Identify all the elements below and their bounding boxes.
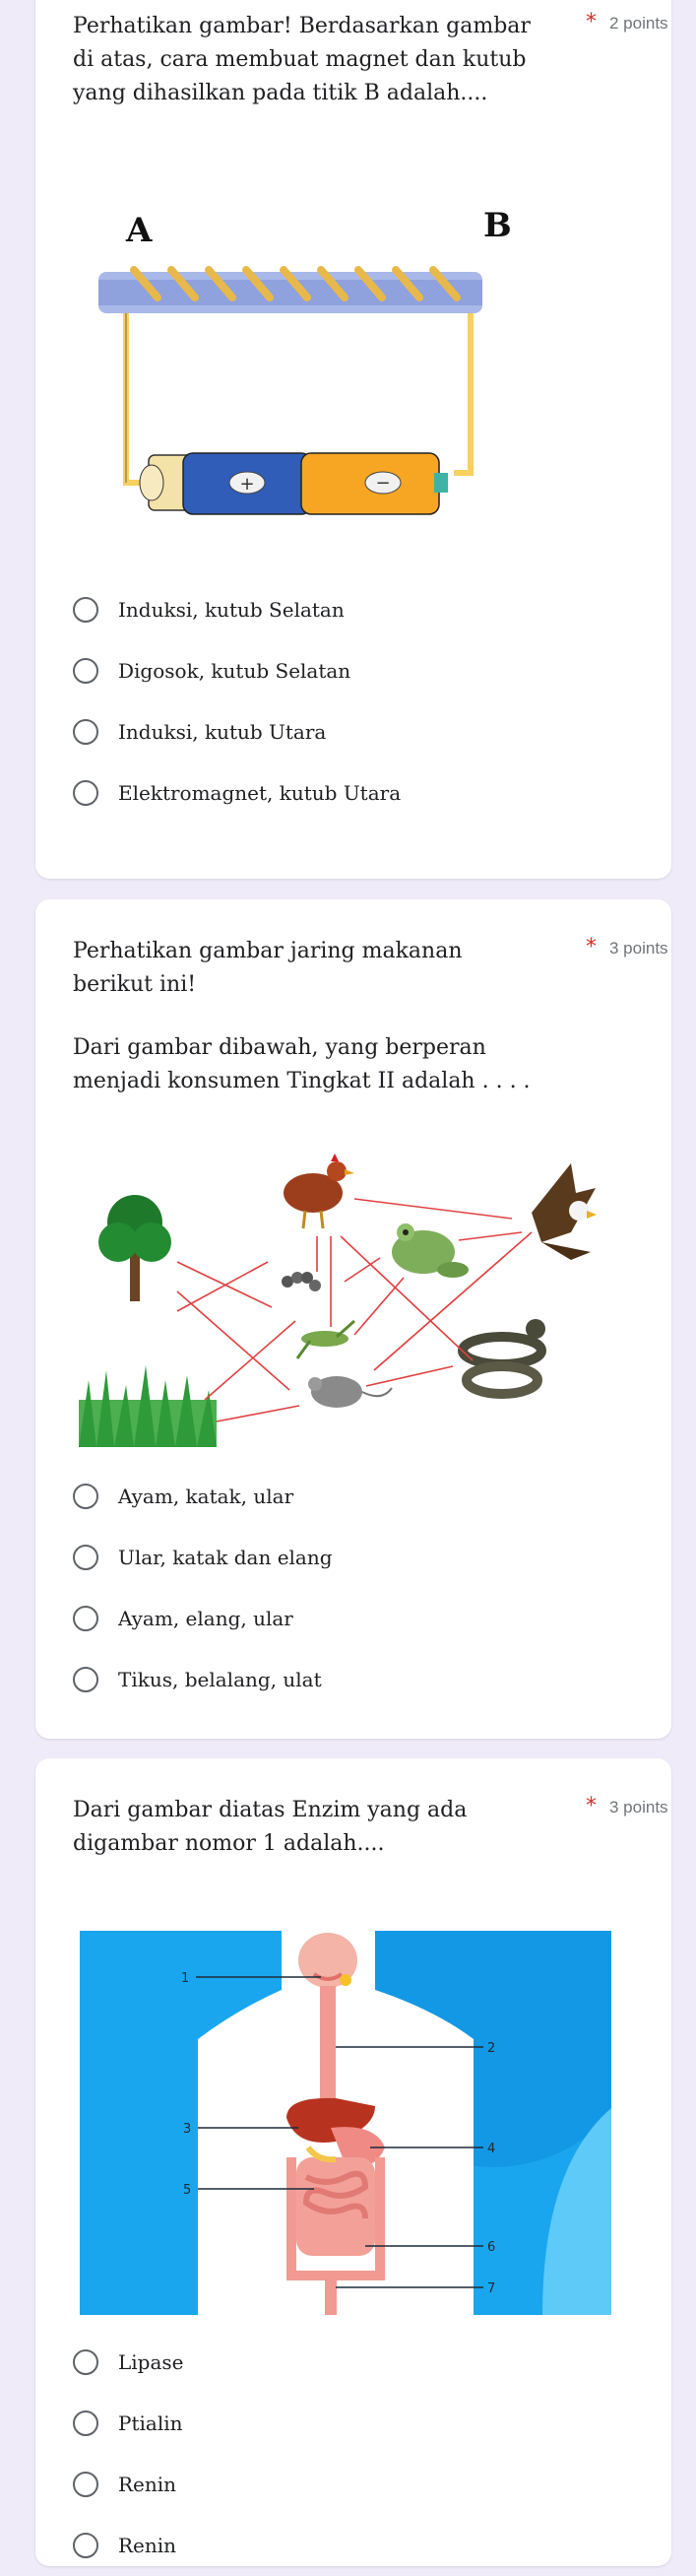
option-4[interactable]	[73, 2515, 184, 2576]
option-4[interactable]	[73, 762, 401, 824]
option-label: Tikus, belalang, ulat	[118, 1668, 322, 1691]
radio-button[interactable]	[73, 597, 98, 623]
magnet-circuit-image	[95, 187, 547, 542]
label-7: 7	[487, 2281, 496, 2296]
label-6: 6	[487, 2240, 496, 2255]
grass-picture	[79, 1365, 217, 1447]
required-asterisk: *	[586, 1794, 597, 1818]
radio-button[interactable]	[73, 1606, 98, 1631]
radio-button[interactable]	[73, 2472, 98, 2497]
option-label: Digosok, kutub Selatan	[118, 659, 351, 683]
points-label: 2 points	[609, 14, 668, 33]
wire-left	[126, 305, 154, 483]
option-label: Induksi, kutub Selatan	[118, 598, 345, 622]
question-header	[73, 10, 668, 110]
label-3: 3	[183, 2122, 192, 2137]
option-3[interactable]	[73, 701, 401, 762]
option-label: Ayam, elang, ular	[118, 1607, 293, 1630]
options-list	[73, 1466, 333, 1710]
eagle-picture	[532, 1163, 597, 1260]
grasshopper-picture	[297, 1321, 354, 1358]
question-header	[73, 1794, 668, 1861]
battery-plus: +	[239, 474, 255, 495]
label-b: B	[483, 206, 512, 245]
wire-right	[454, 305, 471, 473]
label-5: 5	[183, 2183, 192, 2198]
label-2: 2	[487, 2041, 496, 2056]
points-label: 3 points	[609, 1798, 668, 1816]
option-1[interactable]	[73, 1466, 333, 1527]
option-2[interactable]	[73, 1527, 333, 1588]
option-4[interactable]	[73, 1649, 333, 1710]
question-subtext: Dari gambar dibawah, yang berperan menjadi konsumen Tingkat II adalah . . . .	[73, 1035, 531, 1093]
question-card-1	[35, 0, 671, 879]
option-1[interactable]	[73, 2332, 184, 2393]
question-text: Perhatikan gambar! Berdasarkan gambar di atas, cara membuat magnet dan kutub yang dihasilkan pada titik B adalah....	[73, 14, 531, 105]
option-label: Induksi, kutub Utara	[118, 720, 327, 744]
required-asterisk: *	[586, 10, 597, 34]
option-label: Lipase	[118, 2350, 184, 2374]
options-list	[73, 2332, 184, 2576]
option-3[interactable]	[73, 1588, 333, 1649]
option-label: Ptialin	[118, 2411, 183, 2435]
radio-button[interactable]	[73, 2411, 98, 2436]
option-label: Renin	[118, 2473, 177, 2496]
radio-button[interactable]	[73, 658, 98, 684]
option-2[interactable]	[73, 2393, 184, 2454]
radio-button[interactable]	[73, 719, 98, 745]
option-2[interactable]	[73, 640, 401, 701]
frog-picture	[392, 1223, 469, 1278]
radio-button[interactable]	[73, 1667, 98, 1692]
label-1: 1	[181, 1971, 190, 1986]
option-3[interactable]	[73, 2454, 184, 2515]
question-card-2	[35, 899, 671, 1739]
options-list	[73, 579, 401, 824]
points-label: 3 points	[609, 939, 668, 958]
caterpillar-picture	[282, 1272, 321, 1291]
radio-button[interactable]	[73, 1545, 98, 1570]
question-card-3	[35, 1758, 671, 2566]
battery-minus: −	[375, 473, 391, 494]
option-label: Ular, katak dan elang	[118, 1546, 333, 1569]
radio-button[interactable]	[73, 780, 98, 806]
question-header	[73, 935, 668, 1002]
chicken-picture	[284, 1154, 354, 1228]
question-text: Perhatikan gambar jaring makanan berikut ini!	[73, 939, 463, 997]
option-label: Ayam, katak, ular	[118, 1485, 294, 1508]
radio-button[interactable]	[73, 2349, 98, 2375]
label-4: 4	[487, 2142, 496, 2156]
food-web-image	[79, 1134, 610, 1447]
label-a: A	[126, 211, 153, 250]
option-label: Elektromagnet, kutub Utara	[118, 781, 402, 805]
option-1[interactable]	[73, 579, 401, 640]
option-label: Renin	[118, 2534, 177, 2557]
mouse-picture	[308, 1376, 392, 1408]
required-asterisk: *	[586, 935, 597, 959]
radio-button[interactable]	[73, 2533, 98, 2558]
digestive-system-image	[80, 1931, 611, 2315]
snake-picture	[463, 1319, 545, 1394]
radio-button[interactable]	[73, 1484, 98, 1509]
question-text: Dari gambar diatas Enzim yang ada digambar nomor 1 adalah....	[73, 1798, 468, 1856]
battery	[140, 453, 448, 514]
question-subtext-wrap	[73, 1031, 624, 1098]
tree-picture	[98, 1195, 171, 1301]
